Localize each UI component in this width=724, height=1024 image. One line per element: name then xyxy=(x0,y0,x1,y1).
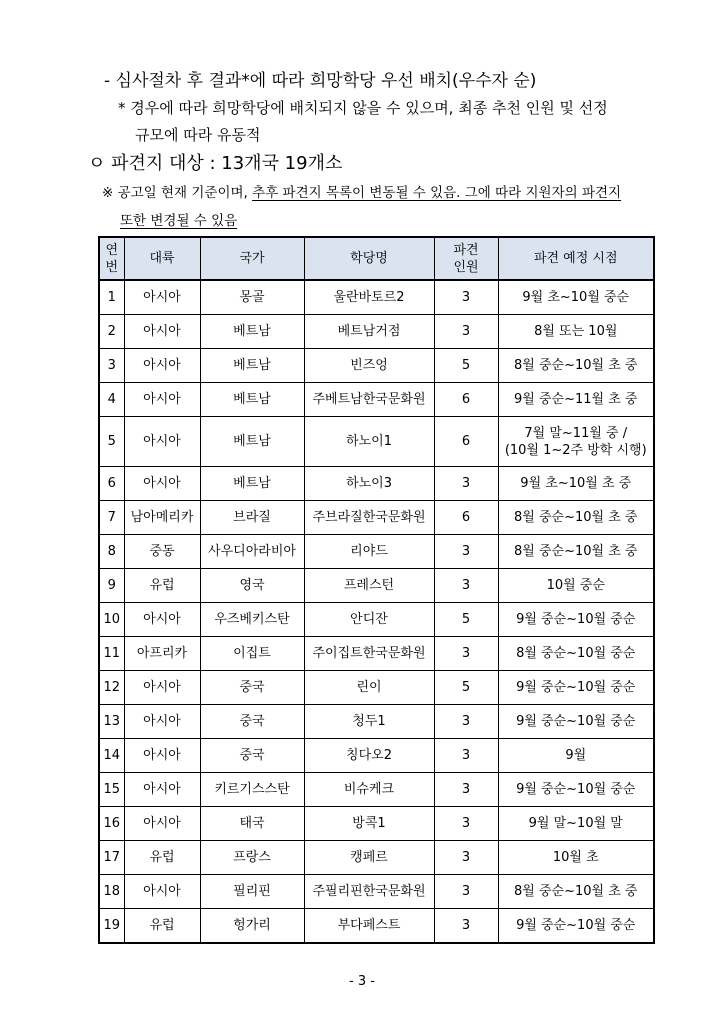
cell-school: 주이집트한국문화원 xyxy=(304,637,434,671)
cell-no: 3 xyxy=(99,349,124,383)
table-row xyxy=(99,807,654,841)
cell-continent: 아시아 xyxy=(124,467,200,501)
header-school: 학당명 xyxy=(304,237,434,280)
cell-no: 19 xyxy=(99,909,124,944)
table-row xyxy=(99,280,654,315)
cell-schedule: 7월 말~11월 중 / (10월 1~2주 방학 시행) xyxy=(498,417,654,467)
cell-count: 3 xyxy=(434,315,498,349)
page-number: - 3 - xyxy=(349,974,375,989)
cell-continent: 유럽 xyxy=(124,841,200,875)
cell-school: 방콕1 xyxy=(304,807,434,841)
cell-count: 3 xyxy=(434,909,498,944)
cell-count: 3 xyxy=(434,875,498,909)
cell-schedule: 9월 중순~10월 중순 xyxy=(498,909,654,944)
cell-count: 3 xyxy=(434,807,498,841)
cell-continent: 아시아 xyxy=(124,417,200,467)
cell-continent: 아시아 xyxy=(124,383,200,417)
table-row xyxy=(99,315,654,349)
cell-schedule: 10월 중순 xyxy=(498,569,654,603)
cell-continent: 아프리카 xyxy=(124,637,200,671)
table-row xyxy=(99,841,654,875)
cell-continent: 아시아 xyxy=(124,603,200,637)
table-row xyxy=(99,909,654,944)
cell-no: 1 xyxy=(99,280,124,315)
cell-continent: 아시아 xyxy=(124,739,200,773)
table-row xyxy=(99,501,654,535)
cell-count: 6 xyxy=(434,501,498,535)
cell-continent: 아시아 xyxy=(124,315,200,349)
cell-schedule: 9월 중순~11월 초 중 xyxy=(498,383,654,417)
cell-continent: 유럽 xyxy=(124,569,200,603)
cell-no: 16 xyxy=(99,807,124,841)
table-row xyxy=(99,773,654,807)
cell-schedule: 9월 중순~10월 중순 xyxy=(498,603,654,637)
cell-count: 3 xyxy=(434,535,498,569)
cell-schedule: 9월 중순~10월 중순 xyxy=(498,773,654,807)
cell-country: 몽골 xyxy=(200,280,304,315)
cell-school: 베트남거점 xyxy=(304,315,434,349)
cell-schedule: 8월 중순~10월 초 중 xyxy=(498,501,654,535)
table-row xyxy=(99,349,654,383)
cell-country: 중국 xyxy=(200,739,304,773)
cell-country: 영국 xyxy=(200,569,304,603)
cell-country: 베트남 xyxy=(200,467,304,501)
cell-no: 18 xyxy=(99,875,124,909)
cell-continent: 아시아 xyxy=(124,705,200,739)
cell-country: 필리핀 xyxy=(200,875,304,909)
placement-note-line-cont: 규모에 따라 유동적 xyxy=(135,126,261,144)
cell-schedule: 9월 중순~10월 중순 xyxy=(498,671,654,705)
cell-continent: 아시아 xyxy=(124,280,200,315)
cell-count: 3 xyxy=(434,467,498,501)
table-row xyxy=(99,739,654,773)
cell-schedule: 8월 중순~10월 초 중 xyxy=(498,875,654,909)
cell-country: 베트남 xyxy=(200,417,304,467)
cell-schedule: 9월 xyxy=(498,739,654,773)
cell-school: 하노이1 xyxy=(304,417,434,467)
table-row xyxy=(99,637,654,671)
cell-school: 리야드 xyxy=(304,535,434,569)
cell-country: 중국 xyxy=(200,705,304,739)
cell-no: 15 xyxy=(99,773,124,807)
table-row xyxy=(99,569,654,603)
cell-continent: 아시아 xyxy=(124,671,200,705)
header-schedule: 파견 예정 시점 xyxy=(498,237,654,280)
cell-country: 이집트 xyxy=(200,637,304,671)
cell-country: 베트남 xyxy=(200,349,304,383)
cell-country: 베트남 xyxy=(200,315,304,349)
cell-no: 12 xyxy=(99,671,124,705)
cell-count: 6 xyxy=(434,417,498,467)
cell-no: 6 xyxy=(99,467,124,501)
cell-count: 3 xyxy=(434,569,498,603)
cell-no: 11 xyxy=(99,637,124,671)
header-no: 연 번 xyxy=(99,237,124,280)
cell-count: 5 xyxy=(434,349,498,383)
change-notice-underlined: 추후 파견지 목록이 변동될 수 있음. 그에 따라 지원자의 파견지 xyxy=(252,185,622,201)
header-count: 파견 인원 xyxy=(434,237,498,280)
table-row xyxy=(99,467,654,501)
cell-no: 2 xyxy=(99,315,124,349)
cell-school: 린이 xyxy=(304,671,434,705)
header-continent: 대륙 xyxy=(124,237,200,280)
cell-continent: 아시아 xyxy=(124,807,200,841)
table-row xyxy=(99,603,654,637)
change-notice-prefix: ※ 공고일 현재 기준이며, xyxy=(102,185,248,201)
cell-school: 울란바토르2 xyxy=(304,280,434,315)
cell-schedule: 10월 초 xyxy=(498,841,654,875)
cell-school: 프레스턴 xyxy=(304,569,434,603)
cell-schedule: 8월 중순~10월 중순 xyxy=(498,637,654,671)
cell-country: 베트남 xyxy=(200,383,304,417)
cell-no: 8 xyxy=(99,535,124,569)
cell-school: 빈즈엉 xyxy=(304,349,434,383)
placement-note-line: * 경우에 따라 희망학당에 배치되지 않을 수 있으며, 최종 추천 인원 및 선정 xyxy=(118,99,608,117)
cell-schedule: 8월 중순~10월 초 중 xyxy=(498,349,654,383)
cell-country: 브라질 xyxy=(200,501,304,535)
cell-continent: 남아메리카 xyxy=(124,501,200,535)
cell-school: 캥페르 xyxy=(304,841,434,875)
cell-school: 안디잔 xyxy=(304,603,434,637)
cell-school: 청두1 xyxy=(304,705,434,739)
cell-schedule: 9월 초~10월 중순 xyxy=(498,280,654,315)
cell-school: 주필리핀한국문화원 xyxy=(304,875,434,909)
cell-continent: 아시아 xyxy=(124,875,200,909)
table-header-row xyxy=(99,237,654,280)
destination-summary: ㅇ 파견지 대상 : 13개국 19개소 xyxy=(88,153,343,174)
cell-count: 6 xyxy=(434,383,498,417)
cell-country: 키르기스스탄 xyxy=(200,773,304,807)
cell-schedule: 9월 중순~10월 중순 xyxy=(498,705,654,739)
cell-school: 주브라질한국문화원 xyxy=(304,501,434,535)
cell-school: 비슈케크 xyxy=(304,773,434,807)
cell-school: 주베트남한국문화원 xyxy=(304,383,434,417)
cell-count: 5 xyxy=(434,603,498,637)
table-row xyxy=(99,875,654,909)
cell-count: 3 xyxy=(434,280,498,315)
cell-continent: 아시아 xyxy=(124,349,200,383)
cell-count: 3 xyxy=(434,773,498,807)
cell-count: 3 xyxy=(434,705,498,739)
cell-country: 프랑스 xyxy=(200,841,304,875)
change-notice-cont: 또한 변경될 수 있음 xyxy=(120,213,238,229)
cell-no: 9 xyxy=(99,569,124,603)
cell-school: 하노이3 xyxy=(304,467,434,501)
table-row xyxy=(99,535,654,569)
cell-no: 10 xyxy=(99,603,124,637)
selection-process-line: - 심사절차 후 결과*에 따라 희망학당 우선 배치(우수자 순) xyxy=(104,71,537,91)
header-country: 국가 xyxy=(200,237,304,280)
cell-school: 부다페스트 xyxy=(304,909,434,944)
cell-no: 4 xyxy=(99,383,124,417)
table-row xyxy=(99,417,654,467)
cell-country: 헝가리 xyxy=(200,909,304,944)
cell-country: 사우디아라비아 xyxy=(200,535,304,569)
cell-school: 칭다오2 xyxy=(304,739,434,773)
cell-schedule: 9월 말~10월 말 xyxy=(498,807,654,841)
cell-continent: 중동 xyxy=(124,535,200,569)
cell-no: 7 xyxy=(99,501,124,535)
cell-country: 우즈베키스탄 xyxy=(200,603,304,637)
table-row xyxy=(99,383,654,417)
cell-no: 5 xyxy=(99,417,124,467)
cell-schedule: 8월 중순~10월 초 중 xyxy=(498,535,654,569)
cell-continent: 아시아 xyxy=(124,773,200,807)
destination-table xyxy=(98,236,655,944)
table-row xyxy=(99,671,654,705)
cell-no: 17 xyxy=(99,841,124,875)
cell-continent: 유럽 xyxy=(124,909,200,944)
cell-country: 태국 xyxy=(200,807,304,841)
table-row xyxy=(99,705,654,739)
cell-schedule: 8월 또는 10월 xyxy=(498,315,654,349)
cell-count: 3 xyxy=(434,637,498,671)
cell-country: 중국 xyxy=(200,671,304,705)
cell-no: 13 xyxy=(99,705,124,739)
cell-count: 5 xyxy=(434,671,498,705)
cell-schedule: 9월 초~10월 초 중 xyxy=(498,467,654,501)
change-notice xyxy=(102,181,621,201)
cell-count: 3 xyxy=(434,739,498,773)
cell-no: 14 xyxy=(99,739,124,773)
cell-count: 3 xyxy=(434,841,498,875)
